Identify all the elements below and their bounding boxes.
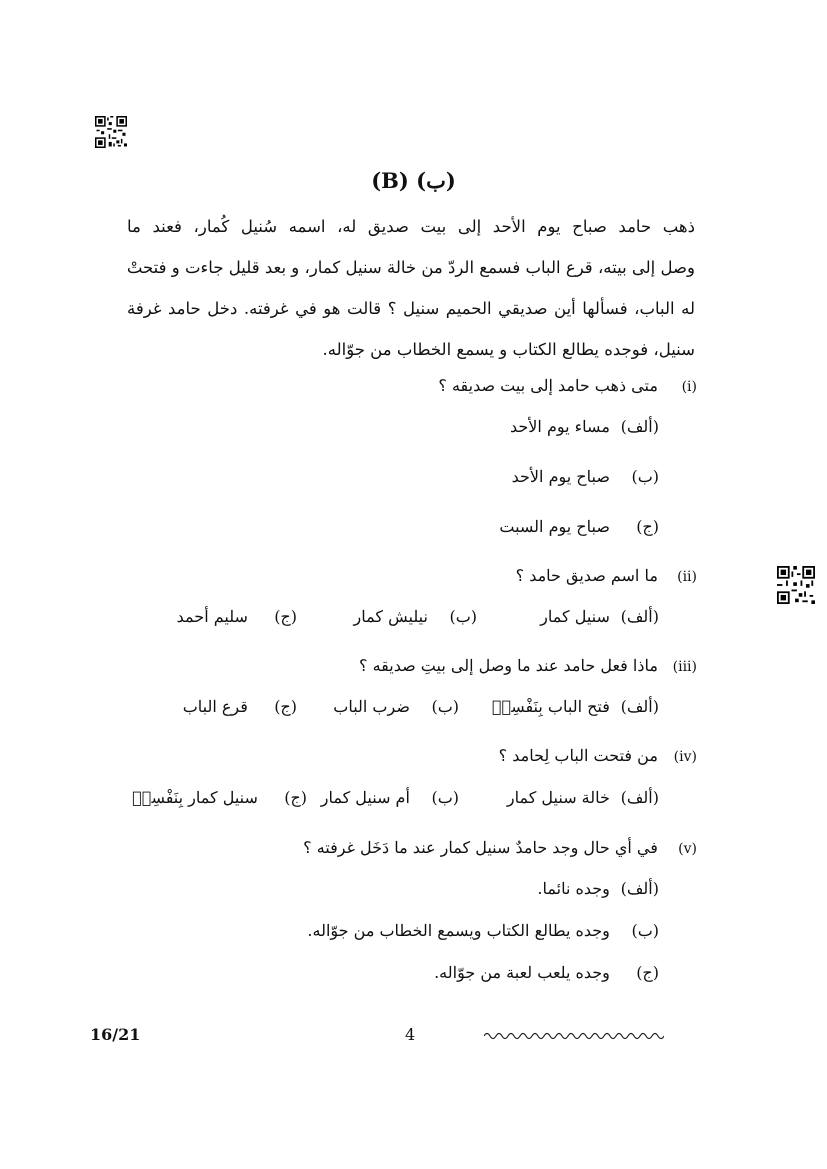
question-text: من فتحت الباب لِحامد ؟ xyxy=(498,746,658,765)
wavy-line-decoration xyxy=(484,1030,664,1042)
passage-line: وصل إلى بيته، قرع الباب فسمع الردّ من خالة سنيل كمار، و بعد قليل جاءت و فتحتْ xyxy=(126,258,695,277)
paper-code: 16/21 xyxy=(90,1025,141,1044)
option-text: ضرب الباب xyxy=(333,697,410,716)
option-label: (ب) xyxy=(631,921,659,940)
option-label: (ج) xyxy=(274,607,297,626)
option-jim[interactable] xyxy=(177,607,297,626)
option-text: خالة سنيل كمار xyxy=(506,788,610,807)
option-jim[interactable] xyxy=(499,517,659,536)
passage-line: له الباب، فسألها أين صديقي الحميم سنيل ؟ قالت هو في غرفته. دخل حامد غرفة xyxy=(127,299,695,318)
question-number: (ii) xyxy=(677,569,697,585)
option-text: وجده يلعب لعبة من جوّاله. xyxy=(434,963,610,982)
question-text: ماذا فعل حامد عند ما وصل إلى بيتِ صديقه ؟ xyxy=(359,656,658,675)
option-label: (ج) xyxy=(636,963,659,982)
question-ii xyxy=(516,566,697,585)
option-label: (ج) xyxy=(636,517,659,536)
option-alif[interactable] xyxy=(507,788,659,807)
reading-passage xyxy=(127,206,695,370)
question-i xyxy=(438,376,697,395)
question-iv xyxy=(499,746,697,765)
option-label: (ج) xyxy=(284,788,307,807)
option-text: وجده يطالع الكتاب ويسمع الخطاب من جوّاله. xyxy=(307,921,610,940)
question-text: في أي حال وجد حامدٌ سنيل كمار عند ما دَخَل غرفته ؟ xyxy=(303,838,658,857)
option-alif[interactable] xyxy=(492,697,659,716)
option-text: فتح الباب بِنَفْسِهٖ xyxy=(491,697,610,716)
option-ba[interactable] xyxy=(333,697,459,716)
passage-line: ذهب حامد صباح يوم الأحد إلى بيت صديق له، اسمه سُنيل كُمار، فعند ما xyxy=(127,217,695,236)
question-text: ما اسم صديق حامد ؟ xyxy=(515,566,658,585)
qr-code-icon xyxy=(95,116,127,148)
option-text: نيليش كمار xyxy=(353,607,428,626)
question-iii xyxy=(359,656,697,675)
option-text: مساء يوم الأحد xyxy=(510,417,610,436)
option-text: وجده نائما. xyxy=(537,879,610,898)
option-label: (ألف) xyxy=(620,697,659,716)
question-number: (iv) xyxy=(673,749,697,765)
option-label: (ب) xyxy=(449,607,477,626)
option-label: (ألف) xyxy=(620,879,659,898)
question-v xyxy=(303,838,697,857)
option-text: سليم أحمد xyxy=(176,607,248,626)
option-ba[interactable] xyxy=(307,921,659,940)
option-ba[interactable] xyxy=(354,607,477,626)
option-jim[interactable] xyxy=(434,963,659,982)
question-number: (i) xyxy=(681,379,697,395)
option-label: (ب) xyxy=(631,467,659,486)
page-number: 4 xyxy=(405,1025,416,1044)
question-number: (v) xyxy=(678,841,697,857)
option-label: (ألف) xyxy=(620,417,659,436)
option-text: صباح يوم الأحد xyxy=(511,467,610,486)
option-alif[interactable] xyxy=(540,607,659,626)
option-label: (ألف) xyxy=(620,607,659,626)
question-text: متى ذهب حامد إلى بيت صديقه ؟ xyxy=(438,376,658,395)
option-label: (ألف) xyxy=(620,788,659,807)
option-ba[interactable] xyxy=(321,788,459,807)
option-jim[interactable] xyxy=(132,788,307,807)
option-text: صباح يوم السبت xyxy=(499,517,610,536)
question-number: (iii) xyxy=(672,659,697,675)
option-ba[interactable] xyxy=(512,467,659,486)
option-alif[interactable] xyxy=(510,417,659,436)
section-heading: (ب) (B) xyxy=(371,168,456,193)
passage-line: سنيل، فوجده يطالع الكتاب و يسمع الخطاب من جوّاله. xyxy=(322,340,695,359)
qr-code-side xyxy=(777,566,815,604)
qr-code-top xyxy=(95,116,127,148)
option-alif[interactable] xyxy=(537,879,659,898)
option-text: أم سنيل كمار xyxy=(320,788,410,807)
option-text: قرع الباب xyxy=(182,697,248,716)
option-jim[interactable] xyxy=(183,697,297,716)
option-text: سنيل كمار بِنَفْسِهٖ xyxy=(132,788,258,807)
option-label: (ج) xyxy=(274,697,297,716)
qr-code-icon xyxy=(777,566,815,604)
option-label: (ب) xyxy=(431,697,459,716)
option-text: سنيل كمار xyxy=(540,607,610,626)
option-label: (ب) xyxy=(431,788,459,807)
